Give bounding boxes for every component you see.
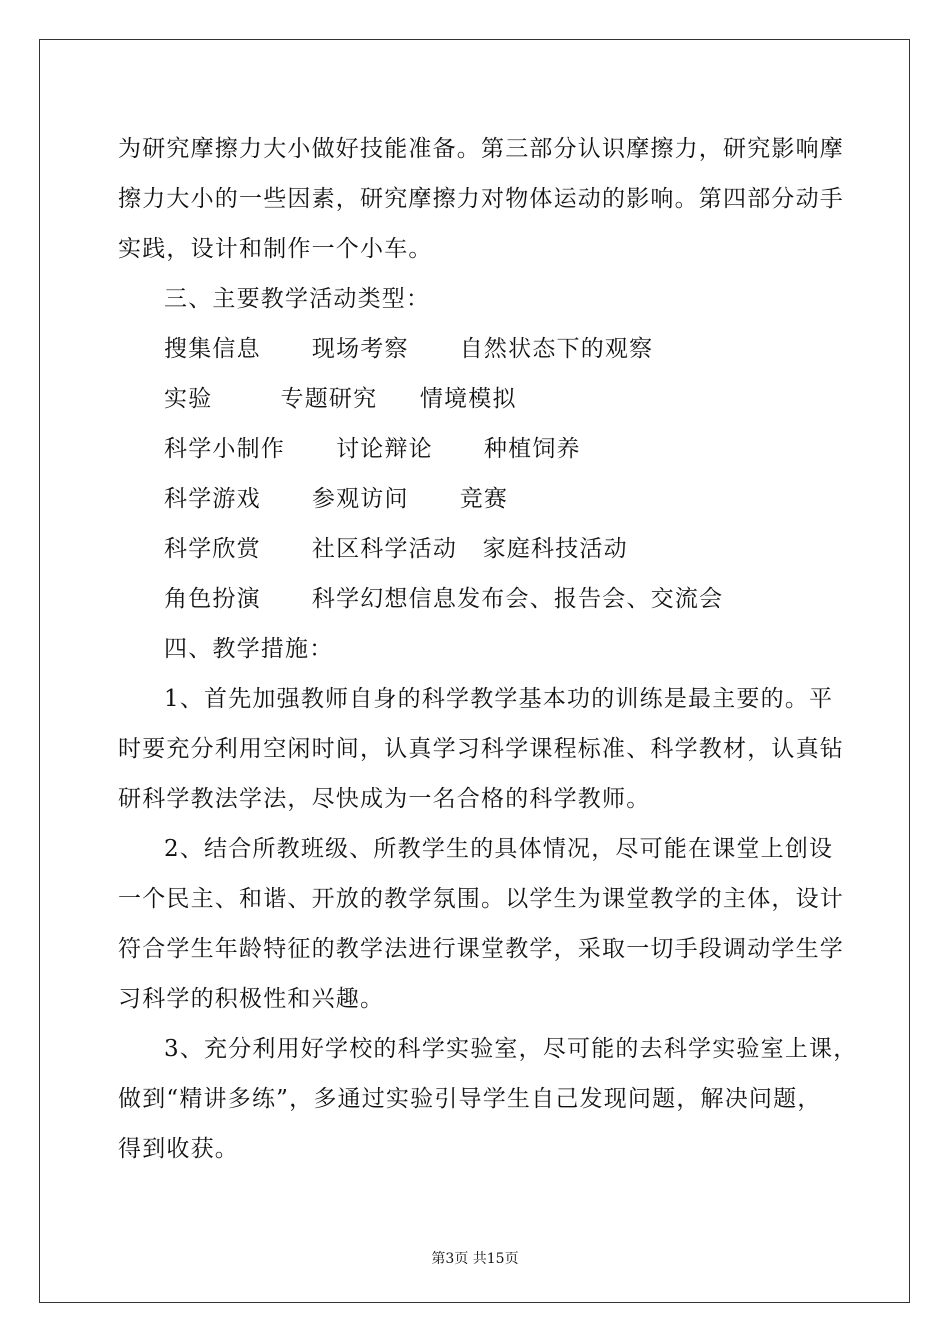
measure-2-line: 习科学的积极性和兴趣。	[118, 986, 385, 1012]
activity-row: 角色扮演 科学幻想信息发布会、报告会、交流会	[164, 586, 724, 612]
measure-3-line: 得到收获。	[118, 1136, 239, 1162]
activity-row: 搜集信息 现场考察 自然状态下的观察	[164, 336, 654, 362]
document-body	[118, 124, 858, 1174]
activity-row: 科学欣赏 社区科学活动 家庭科技活动	[164, 536, 628, 562]
measure-1-line: 时要充分利用空闲时间，认真学习科学课程标准、科学教材，认真钻	[118, 736, 844, 762]
measure-2-line: 2、结合所教班级、所教学生的具体情况，尽可能在课堂上创设	[164, 836, 834, 862]
activity-row: 实验 专题研究 情境模拟	[164, 386, 517, 412]
measure-2-line: 一个民主、和谐、开放的教学氛围。以学生为课堂教学的主体，设计	[118, 886, 844, 912]
activity-row: 科学游戏 参观访问 竞赛	[164, 486, 509, 512]
measure-1-line: 研科学教法学法，尽快成为一名合格的科学教师。	[118, 786, 651, 812]
measure-2-line: 符合学生年龄特征的教学法进行课堂教学，采取一切手段调动学生学	[118, 936, 844, 962]
section-heading-activities: 三、主要教学活动类型：	[164, 286, 431, 312]
paragraph-line: 擦力大小的一些因素，研究摩擦力对物体运动的影响。第四部分动手	[118, 186, 844, 212]
measure-3-line: 3、充分利用好学校的科学实验室，尽可能的去科学实验室上课，	[164, 1036, 858, 1062]
paragraph-line: 为研究摩擦力大小做好技能准备。第三部分认识摩擦力，研究影响摩	[118, 136, 844, 162]
measure-1-line: 1、首先加强教师自身的科学教学基本功的训练是最主要的。平	[164, 686, 834, 712]
paragraph-line: 实践，设计和制作一个小车。	[118, 236, 433, 262]
page-footer: 第3页 共15页	[431, 1251, 519, 1267]
activity-row: 科学小制作 讨论辩论 种植饲养	[164, 436, 581, 462]
measure-3-line: 做到“精讲多练”，多通过实验引导学生自己发现问题，解决问题，	[118, 1086, 822, 1112]
section-heading-measures: 四、教学措施：	[164, 636, 334, 662]
